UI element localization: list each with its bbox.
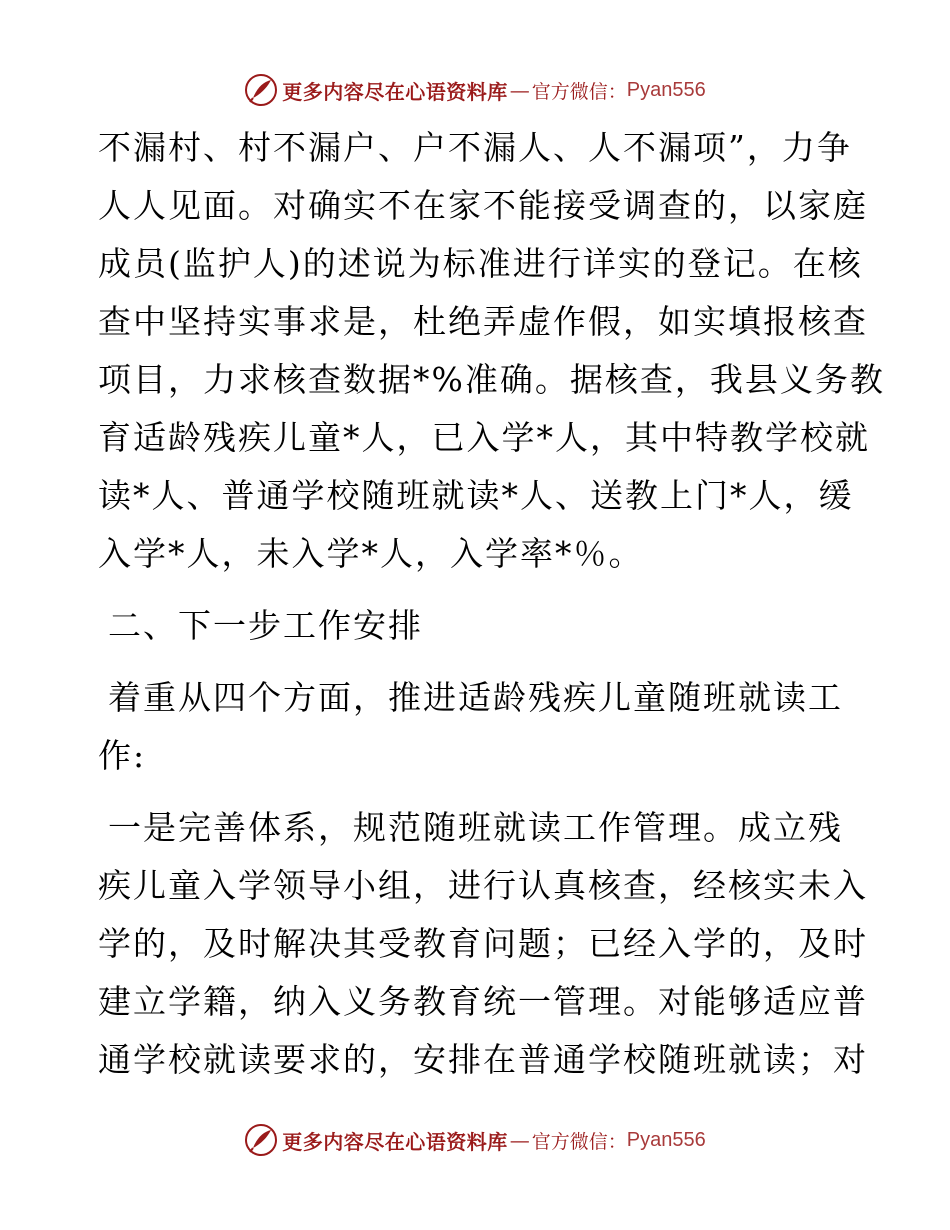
point-line: 学的，及时解决其受教育问题；已经入学的，及时 — [98, 924, 868, 963]
watermark-dash: — — [509, 1128, 530, 1152]
watermark-id: Pyan556 — [626, 1128, 706, 1151]
document-body — [98, 124, 885, 1094]
page-footer-watermark — [0, 1120, 950, 1160]
point-line: 通学校就读要求的，安排在普通学校随班就读；对 — [98, 1040, 868, 1079]
point-line: 一是完善体系，规范随班就读工作管理。成立残 — [108, 808, 843, 847]
point-line: 疾儿童入学领导小组，进行认真核查，经核实未入 — [98, 866, 868, 905]
intro-line: 着重从四个方面，推进适龄残疾儿童随班就读工 — [108, 678, 843, 717]
feather-pen-logo-icon — [244, 1123, 278, 1157]
body-line: 项目，力求核查数据*%准确。据核查，我县义务教 — [98, 360, 885, 399]
watermark-text: 更多内容尽在心语资料库 — [282, 79, 508, 104]
body-line: 读*人、普通学校随班就读*人、送教上门*人，缓 — [98, 476, 854, 515]
point-line: 建立学籍，纳入义务教育统一管理。对能够适应普 — [98, 982, 868, 1021]
watermark-id: Pyan556 — [626, 78, 706, 101]
body-line: 不漏村、村不漏户、户不漏人、人不漏项”，力争 — [98, 128, 852, 167]
page-header-watermark — [0, 70, 950, 110]
feather-pen-logo-icon — [244, 73, 278, 107]
section-heading: 二、下一步工作安排 — [108, 606, 423, 645]
watermark-dash: — — [509, 78, 530, 102]
body-line: 育适龄残疾儿童*人，已入学*人，其中特教学校就 — [98, 418, 870, 457]
body-line: 成员(监护人)的述说为标准进行详实的登记。在核 — [98, 244, 863, 283]
body-line: 查中坚持实事求是，杜绝弄虚作假，如实填报核查 — [98, 302, 868, 341]
watermark-label: 官方微信： — [531, 80, 627, 103]
watermark-text: 更多内容尽在心语资料库 — [282, 1129, 508, 1154]
watermark-label: 官方微信： — [531, 1130, 627, 1153]
body-line: 人人见面。对确实不在家不能接受调查的，以家庭 — [98, 186, 868, 225]
intro-line: 作: — [98, 736, 147, 775]
body-line: 入学*人，未入学*人，入学率*％。 — [98, 534, 644, 573]
